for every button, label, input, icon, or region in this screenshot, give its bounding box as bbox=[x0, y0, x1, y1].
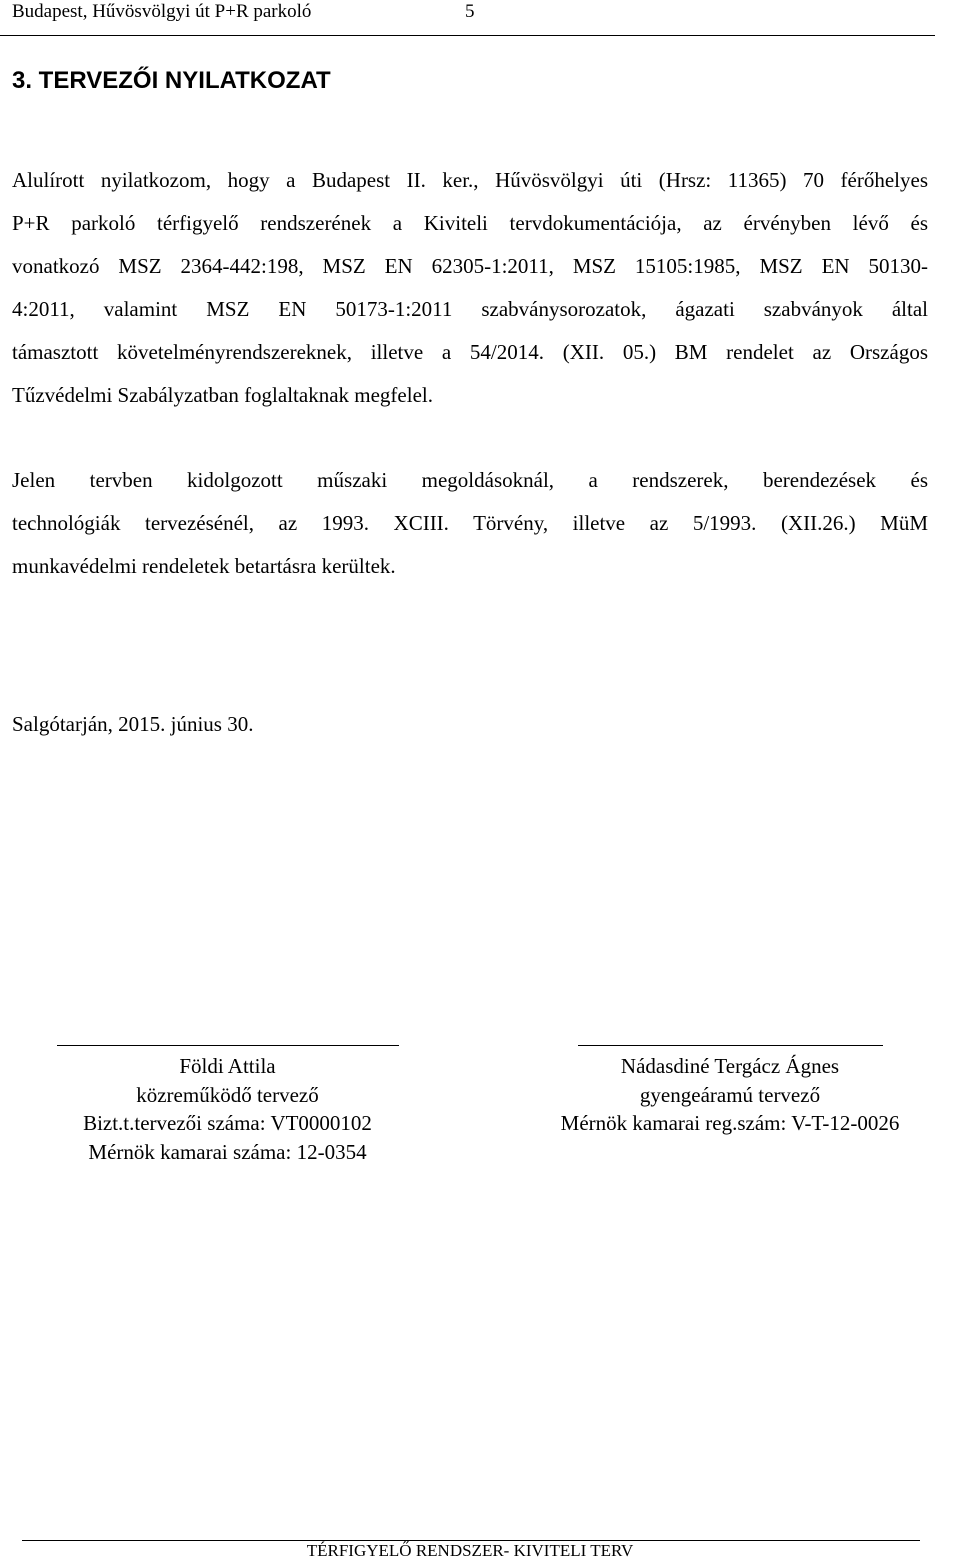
signature-block-right bbox=[525, 1045, 935, 1138]
signature-block-left bbox=[40, 1045, 415, 1166]
section-title: 3. TERVEZŐI NYILATKOZAT bbox=[12, 67, 331, 94]
declaration-paragraph bbox=[12, 159, 928, 417]
signer-role: közreműködő tervező bbox=[136, 1082, 319, 1107]
signer-chamber-number: Mérnök kamarai száma: 12-0354 bbox=[88, 1139, 367, 1164]
signer-role: gyengeáramú tervező bbox=[639, 1082, 821, 1107]
paragraph-line: P+R parkoló térfigyelő rendszerének a Kiviteli tervdokumentációja, az érvényben lévő és bbox=[12, 211, 928, 235]
page-footer: TÉRFIGYELŐ RENDSZER- KIVITELI TERV bbox=[306, 1541, 634, 1560]
safety-paragraph bbox=[12, 459, 928, 588]
paragraph-line: 4:2011, valamint MSZ EN 50173-1:2011 szabványsorozatok, ágazati szabványok által bbox=[12, 297, 928, 321]
place-and-date: Salgótarján, 2015. június 30. bbox=[12, 712, 254, 736]
signature-line bbox=[57, 1045, 399, 1046]
header-divider bbox=[0, 35, 935, 36]
signer-name: Földi Attila bbox=[179, 1054, 276, 1078]
paragraph-line: Alulírott nyilatkozom, hogy a Budapest II. ker., Hűvösvölgyi úti (Hrsz: 11365) 70 férőhelyes bbox=[12, 168, 928, 192]
paragraph-line: munkavédelmi rendeletek betartásra kerültek. bbox=[12, 554, 396, 578]
paragraph-line: vonatkozó MSZ 2364-442:198, MSZ EN 62305-1:2011, MSZ 15105:1985, MSZ EN 50130- bbox=[12, 254, 928, 278]
header-title: Budapest, Hűvösvölgyi út P+R parkoló bbox=[12, 1, 312, 22]
paragraph-line: Tűzvédelmi Szabályzatban foglaltaknak megfelel. bbox=[12, 383, 433, 407]
page-number: 5 bbox=[465, 1, 475, 22]
signature-line bbox=[578, 1045, 883, 1046]
paragraph-line: technológiák tervezésénél, az 1993. XCIII. Törvény, illetve az 5/1993. (XII.26.) MüM bbox=[12, 511, 928, 535]
page-header bbox=[12, 0, 475, 24]
signer-chamber-number: Mérnök kamarai reg.szám: V-T-12-0026 bbox=[560, 1111, 900, 1135]
paragraph-line: támasztott követelményrendszereknek, illetve a 54/2014. (XII. 05.) BM rendelet az Országos bbox=[12, 340, 928, 364]
paragraph-line: Jelen tervben kidolgozott műszaki megoldásoknál, a rendszerek, berendezések és bbox=[12, 468, 928, 492]
signer-name: Nádasdiné Tergácz Ágnes bbox=[620, 1054, 840, 1078]
signer-license: Bizt.t.tervezői száma: VT0000102 bbox=[83, 1111, 372, 1135]
